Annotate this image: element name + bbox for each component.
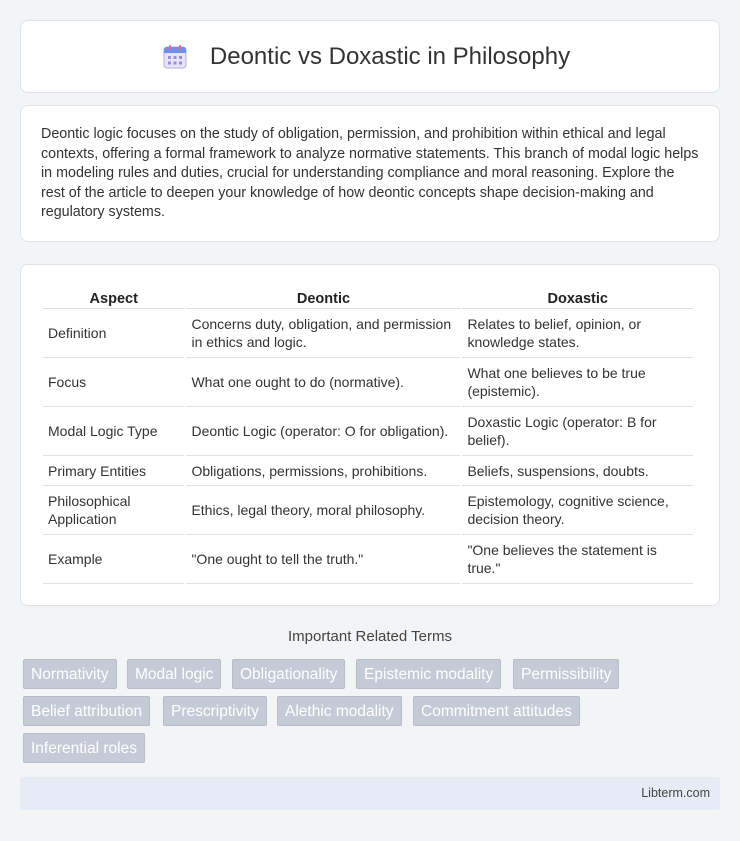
footer — [20, 777, 720, 810]
table-cell: Primary Entities — [43, 456, 184, 486]
table-cell: What one ought to do (normative). — [186, 358, 460, 407]
tag-inferential-roles[interactable]: Inferential roles — [23, 733, 145, 763]
related-terms-heading: Important Related Terms — [288, 628, 452, 645]
tag-commitment-attitudes[interactable]: Commitment attitudes — [413, 696, 580, 726]
table-cell: "One believes the statement is true." — [462, 535, 693, 584]
calendar-icon — [162, 44, 188, 70]
title-card — [20, 20, 720, 93]
footer-site-link[interactable]: Libterm.com — [641, 786, 710, 800]
table-cell: What one believes to be true (epistemic). — [462, 358, 693, 407]
intro-card — [20, 105, 720, 242]
table-row — [43, 486, 693, 535]
column-header-aspect: Aspect — [43, 287, 184, 309]
tag-normativity[interactable]: Normativity — [23, 659, 117, 689]
table-cell: Obligations, permissions, prohibitions. — [186, 456, 460, 486]
tag-belief-attribution[interactable]: Belief attribution — [23, 696, 150, 726]
table-cell: Example — [43, 535, 184, 584]
table-row — [43, 358, 693, 407]
table-cell: Philosophical Application — [43, 486, 184, 535]
tag-permissibility[interactable]: Permissibility — [513, 659, 619, 689]
table-header-row — [43, 287, 693, 309]
table-cell: Epistemology, cognitive science, decision theory. — [462, 486, 693, 535]
comparison-table-card — [20, 264, 720, 606]
table-cell: Modal Logic Type — [43, 407, 184, 456]
table-cell: Deontic Logic (operator: O for obligation). — [186, 407, 460, 456]
comparison-table — [41, 287, 695, 584]
tag-alethic-modality[interactable]: Alethic modality — [277, 696, 402, 726]
tag-modal-logic[interactable]: Modal logic — [127, 659, 221, 689]
table-row — [43, 456, 693, 486]
table-cell: Concerns duty, obligation, and permission in ethics and logic. — [186, 309, 460, 358]
column-header-doxastic: Doxastic — [462, 287, 693, 309]
table-cell: Beliefs, suspensions, doubts. — [462, 456, 693, 486]
table-row — [43, 535, 693, 584]
table-cell: Focus — [43, 358, 184, 407]
tag-obligationality[interactable]: Obligationality — [232, 659, 345, 689]
table-cell: Doxastic Logic (operator: B for belief). — [462, 407, 693, 456]
table-cell: Ethics, legal theory, moral philosophy. — [186, 486, 460, 535]
page-title: Deontic vs Doxastic in Philosophy — [209, 42, 571, 70]
tag-prescriptivity[interactable]: Prescriptivity — [163, 696, 267, 726]
tag-epistemic-modality[interactable]: Epistemic modality — [356, 659, 501, 689]
table-row — [43, 309, 693, 358]
table-cell: Definition — [43, 309, 184, 358]
column-header-deontic: Deontic — [186, 287, 460, 309]
table-row — [43, 407, 693, 456]
table-cell: Relates to belief, opinion, or knowledge states. — [462, 309, 693, 358]
intro-text: Deontic logic focuses on the study of obligation, permission, and prohibition within ethical and legal contexts, offering a formal framework to analyze normative statements. This branch of modal logic helps in modeling rules and duties, crucial for understanding compliance and moral reasoning. Explore the rest of the article to deepen your knowledge of how deontic concepts shape decision-making and regulatory systems. — [41, 126, 699, 221]
table-cell: "One ought to tell the truth." — [186, 535, 460, 584]
